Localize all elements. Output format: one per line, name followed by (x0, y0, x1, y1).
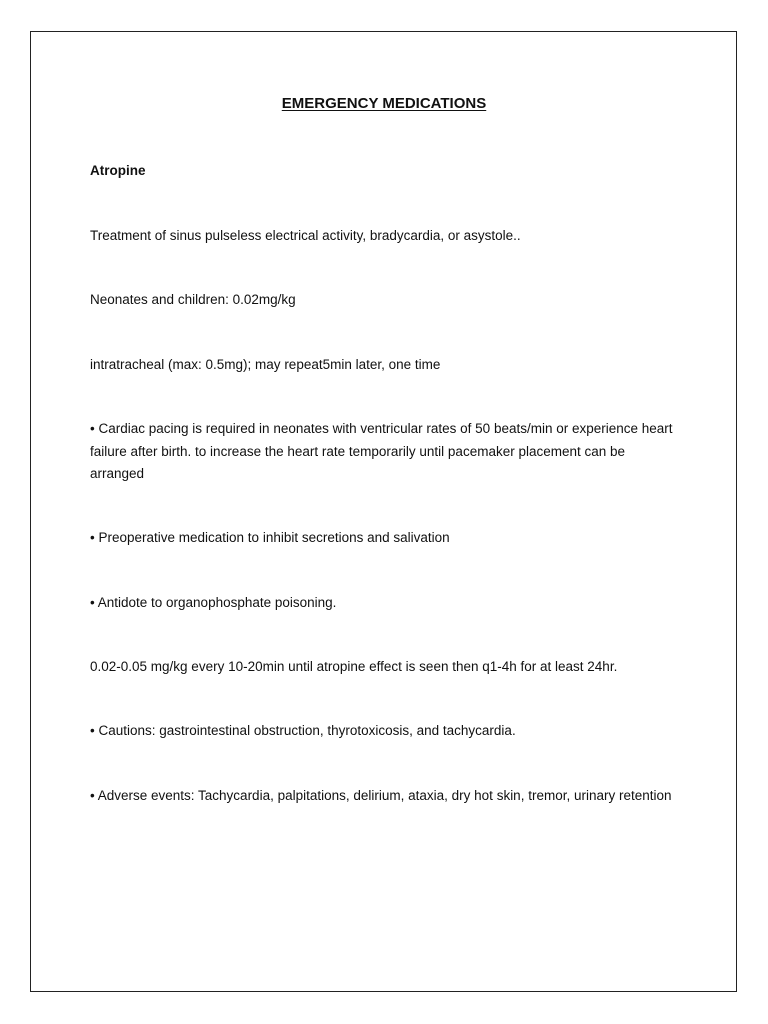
indication-paragraph: Treatment of sinus pulseless electrical activity, bradycardia, or asystole.. (90, 228, 521, 243)
document-title: EMERGENCY MEDICATIONS (281, 95, 487, 112)
dose-paragraph: Neonates and children: 0.02mg/kg (90, 292, 296, 307)
route-paragraph: intratracheal (max: 0.5mg); may repeat5min later, one time (90, 357, 441, 372)
cautions-bullet: • Cautions: gastrointestinal obstruction, thyrotoxicosis, and tachycardia. (90, 723, 516, 738)
adverse-events-bullet: • Adverse events: Tachycardia, palpitations, delirium, ataxia, dry hot skin, tremor, urinary retention (90, 788, 672, 803)
organophosphate-dose-paragraph: 0.02-0.05 mg/kg every 10-20min until atropine effect is seen then q1-4h for at least 24hr. (90, 659, 618, 674)
drug-heading: Atropine (90, 163, 146, 178)
preoperative-bullet: • Preoperative medication to inhibit secretions and salivation (90, 530, 450, 545)
antidote-bullet: • Antidote to organophosphate poisoning. (90, 595, 337, 610)
cardiac-pacing-bullet: • Cardiac pacing is required in neonates with ventricular rates of 50 beats/min or experience heart failure after birth. to increase the heart rate temporarily until pacemaker placement can be arranged (90, 421, 673, 481)
